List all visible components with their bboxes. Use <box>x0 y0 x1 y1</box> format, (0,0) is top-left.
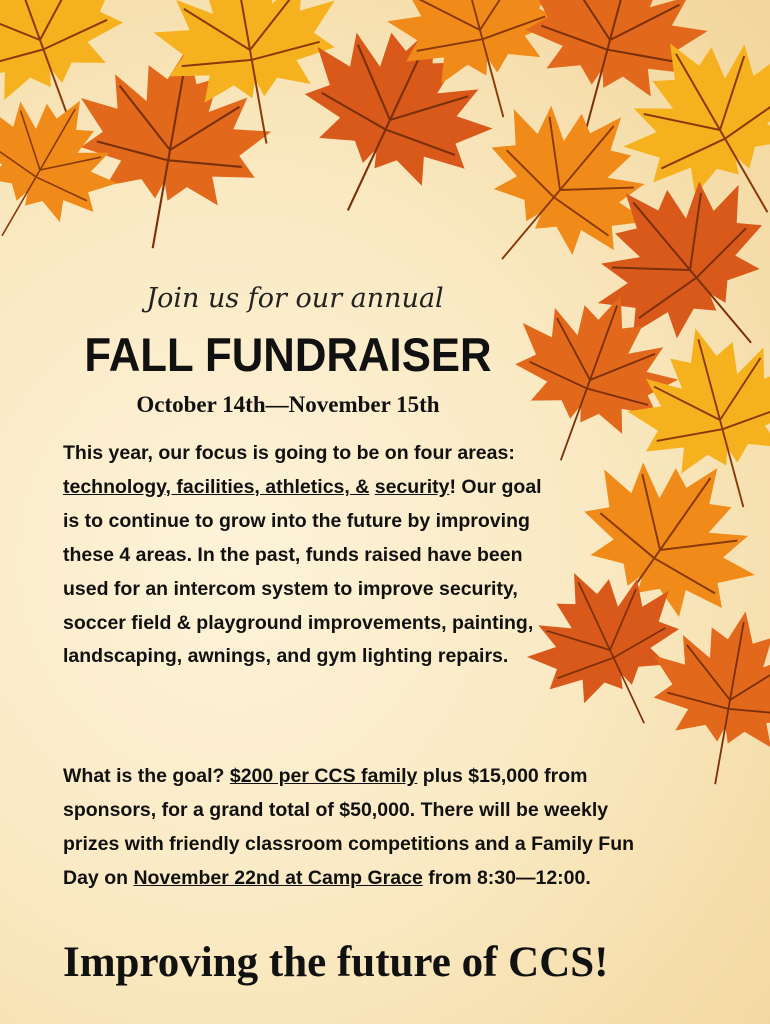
goal-lead-text: What is the goal? <box>63 765 230 787</box>
focus-areas-text: technology, facilities, athletics, & <box>63 475 370 498</box>
intro-line: Join us for our annual <box>146 283 444 314</box>
per-family-text: $200 per CCS family <box>229 765 418 787</box>
focus-lead-text: This year, our focus is going to be on four areas: <box>63 442 515 464</box>
goal-paragraph <box>63 760 663 896</box>
event-date-text: November 22nd at Camp Grace <box>133 866 423 889</box>
security-text: security <box>374 475 450 498</box>
focus-paragraph <box>63 437 543 674</box>
page-title: FALL FUNDRAISER <box>84 328 492 381</box>
event-dates: October 14th—November 15th <box>136 392 440 417</box>
tagline: Improving the future of CCS! <box>63 939 609 986</box>
goal-middle-text: plus $15,000 from sponsors, for a grand total of $50,000. There will be weekly prizes with friendly classroom competitions and a Family Fun Day on <box>63 765 635 889</box>
focus-rest-text: ! Our goal is to continue to grow into the future by improving these 4 areas. In the past, funds raised have been used for an intercom system to improve security, soccer field & playground improvements, painting, landscaping, awnings, and gym lighting repairs. <box>63 475 542 668</box>
goal-tail-text: from 8:30—12:00. <box>422 866 591 889</box>
